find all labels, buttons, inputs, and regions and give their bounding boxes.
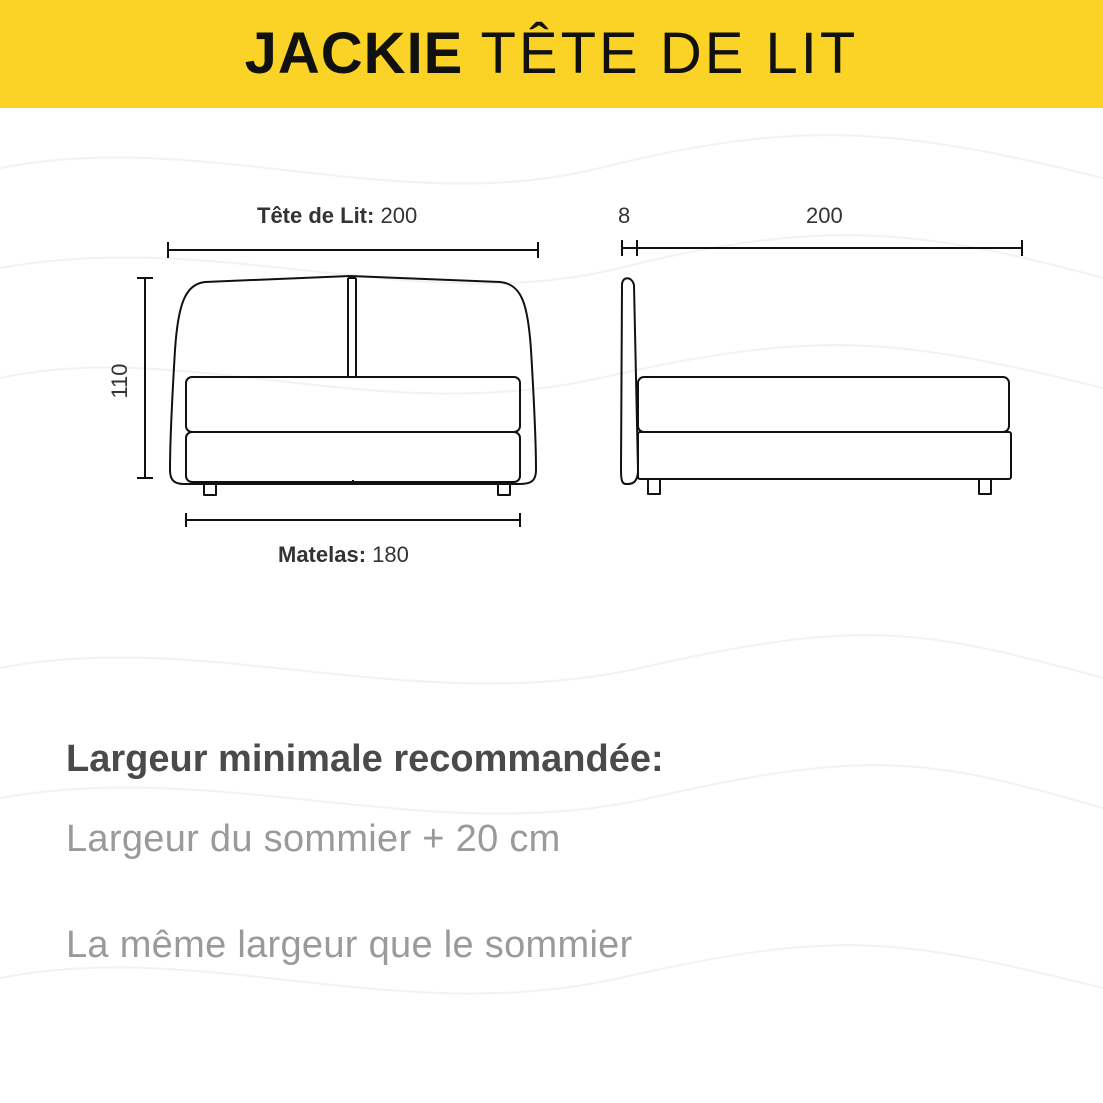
front-view-drawing (137, 242, 538, 527)
headboard-width-caption: Tête de Lit: (257, 203, 375, 228)
thickness-value: 8 (618, 203, 631, 228)
mattress-width-label (278, 542, 409, 568)
recommendation-title: Largeur minimale recommandée: (66, 738, 664, 780)
side-view-drawing (621, 240, 1022, 494)
recommendation-line-2: La même largeur que le sommier (66, 924, 633, 966)
mattress-width-value: 180 (372, 542, 409, 567)
height-value: 110 (107, 363, 132, 399)
length-value: 200 (806, 203, 843, 228)
headboard-width-label (257, 203, 417, 229)
product-name: JACKIE (244, 21, 464, 86)
height-label (107, 361, 133, 401)
length-label (806, 203, 843, 229)
product-type: TÊTE DE LIT (480, 21, 859, 86)
recommendation-line-1: Largeur du sommier + 20 cm (66, 818, 561, 860)
mattress-width-caption: Matelas: (278, 542, 367, 567)
thickness-label (618, 203, 630, 229)
headboard-width-value: 200 (380, 203, 418, 228)
